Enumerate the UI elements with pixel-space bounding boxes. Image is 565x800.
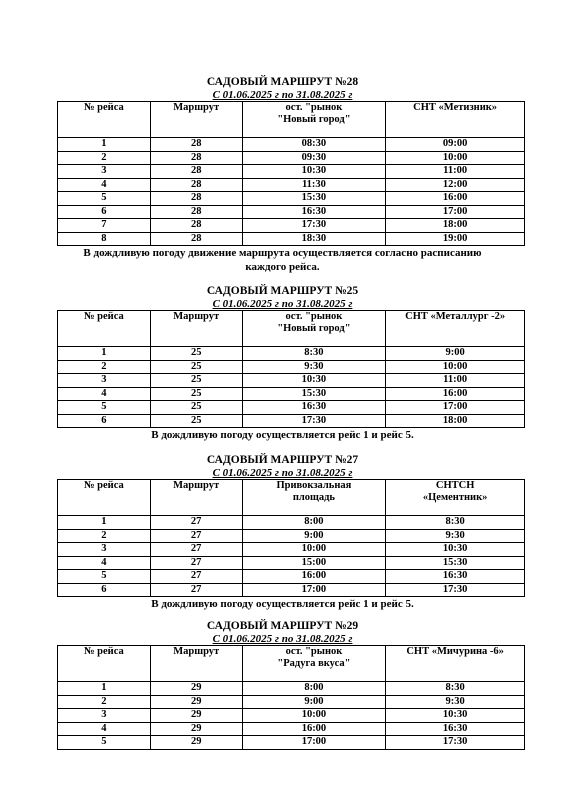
cell-route: 27: [150, 543, 242, 557]
header-line: Привокзальная: [276, 480, 352, 491]
cell-departure-time: 16:00: [242, 570, 386, 584]
header-row: [58, 480, 525, 516]
header-route: Маршрут: [150, 480, 242, 516]
cell-departure-time: 11:30: [242, 178, 386, 192]
cell-route: 28: [150, 165, 242, 179]
table-row: [58, 529, 525, 543]
cell-trip-no: 8: [58, 232, 151, 246]
table-row: [58, 543, 525, 557]
cell-arrival-time: 19:00: [386, 232, 525, 246]
cell-arrival-time: 16:00: [386, 192, 525, 206]
header-trip-no: № рейса: [58, 480, 151, 516]
cell-departure-time: 15:00: [242, 556, 386, 570]
table-row: [58, 682, 525, 696]
table-row: [58, 401, 525, 415]
rain-note: каждого рейса.: [245, 261, 320, 273]
cell-departure-time: 09:30: [242, 151, 386, 165]
header-line: ост. "рынок: [285, 646, 343, 657]
header-line: ост. "рынок: [285, 102, 343, 113]
cell-trip-no: 4: [58, 556, 151, 570]
cell-route: 25: [150, 347, 242, 361]
cell-route: 27: [150, 556, 242, 570]
header-trip-no: № рейса: [58, 646, 151, 682]
header-row: [58, 311, 525, 347]
cell-departure-time: 17:00: [242, 583, 386, 597]
cell-trip-no: 1: [58, 347, 151, 361]
table-row: [58, 219, 525, 233]
header-departure-stop: [242, 480, 386, 516]
section-title: САДОВЫЙ МАРШРУТ №28: [206, 76, 359, 88]
cell-arrival-time: 16:30: [386, 570, 525, 584]
cell-departure-time: 17:00: [242, 736, 386, 750]
cell-departure-time: 17:30: [242, 219, 386, 233]
header-line: "Радуга вкуса": [277, 658, 351, 669]
table-row: [58, 151, 525, 165]
table-row: [58, 414, 525, 428]
header-trip-no: № рейса: [58, 311, 151, 347]
table-row: [58, 205, 525, 219]
cell-departure-time: 15:30: [242, 387, 386, 401]
cell-departure-time: 10:00: [242, 709, 386, 723]
schedule-table: [57, 310, 525, 428]
cell-trip-no: 1: [58, 516, 151, 530]
header-line: СНТ «Метизник»: [413, 102, 498, 113]
cell-trip-no: 2: [58, 151, 151, 165]
header-destination: [386, 646, 525, 682]
cell-arrival-time: 18:00: [386, 414, 525, 428]
cell-route: 27: [150, 583, 242, 597]
section-period: С 01.06.2025 г по 31.08.2025 г: [212, 467, 353, 479]
header-departure-stop: [242, 102, 386, 138]
header-line: площадь: [292, 492, 335, 503]
table-row: [58, 709, 525, 723]
cell-trip-no: 6: [58, 205, 151, 219]
cell-trip-no: 1: [58, 138, 151, 152]
cell-route: 25: [150, 374, 242, 388]
cell-route: 27: [150, 529, 242, 543]
cell-trip-no: 5: [58, 736, 151, 750]
table-row: [58, 556, 525, 570]
cell-route: 25: [150, 401, 242, 415]
cell-route: 29: [150, 695, 242, 709]
header-route: Маршрут: [150, 311, 242, 347]
cell-route: 29: [150, 736, 242, 750]
cell-trip-no: 2: [58, 529, 151, 543]
schedule-section: [0, 620, 565, 750]
cell-departure-time: 9:30: [242, 360, 386, 374]
cell-trip-no: 3: [58, 165, 151, 179]
cell-arrival-time: 17:00: [386, 401, 525, 415]
cell-route: 25: [150, 414, 242, 428]
table-row: [58, 347, 525, 361]
cell-arrival-time: 16:30: [386, 722, 525, 736]
cell-departure-time: 10:30: [242, 165, 386, 179]
cell-arrival-time: 10:30: [386, 709, 525, 723]
schedule-section: [0, 76, 565, 274]
cell-departure-time: 9:00: [242, 695, 386, 709]
header-destination: [386, 480, 525, 516]
section-title: САДОВЫЙ МАРШРУТ №29: [206, 620, 359, 632]
header-destination: [386, 311, 525, 347]
cell-trip-no: 1: [58, 682, 151, 696]
cell-arrival-time: 11:00: [386, 165, 525, 179]
header-destination: [386, 102, 525, 138]
cell-departure-time: 8:30: [242, 347, 386, 361]
header-line: СНТ «Мичурина -6»: [406, 646, 504, 657]
cell-departure-time: 18:30: [242, 232, 386, 246]
table-row: [58, 570, 525, 584]
table-row: [58, 374, 525, 388]
cell-route: 28: [150, 178, 242, 192]
cell-route: 28: [150, 192, 242, 206]
cell-arrival-time: 9:00: [386, 347, 525, 361]
section-period: С 01.06.2025 г по 31.08.2025 г: [212, 298, 353, 310]
cell-departure-time: 8:00: [242, 516, 386, 530]
cell-departure-time: 10:00: [242, 543, 386, 557]
cell-arrival-time: 17:30: [386, 736, 525, 750]
header-row: [58, 102, 525, 138]
table-row: [58, 516, 525, 530]
schedule-section: [0, 454, 565, 611]
cell-departure-time: 16:30: [242, 205, 386, 219]
cell-departure-time: 08:30: [242, 138, 386, 152]
table-row: [58, 695, 525, 709]
header-line: "Новый город": [277, 323, 351, 334]
cell-arrival-time: 10:30: [386, 543, 525, 557]
table-row: [58, 736, 525, 750]
section-period: С 01.06.2025 г по 31.08.2025 г: [212, 89, 353, 101]
cell-arrival-time: 09:00: [386, 138, 525, 152]
header-route: Маршрут: [150, 646, 242, 682]
cell-departure-time: 16:00: [242, 722, 386, 736]
cell-arrival-time: 12:00: [386, 178, 525, 192]
table-row: [58, 192, 525, 206]
header-line: «Цементник»: [422, 492, 488, 503]
table-row: [58, 138, 525, 152]
table-row: [58, 165, 525, 179]
cell-route: 27: [150, 516, 242, 530]
cell-departure-time: 17:30: [242, 414, 386, 428]
cell-route: 29: [150, 722, 242, 736]
section-period: С 01.06.2025 г по 31.08.2025 г: [212, 633, 353, 645]
cell-trip-no: 3: [58, 709, 151, 723]
cell-departure-time: 15:30: [242, 192, 386, 206]
table-row: [58, 178, 525, 192]
header-departure-stop: [242, 646, 386, 682]
cell-arrival-time: 16:00: [386, 387, 525, 401]
cell-arrival-time: 17:30: [386, 583, 525, 597]
cell-arrival-time: 18:00: [386, 219, 525, 233]
header-line: СНТСН: [435, 480, 475, 491]
header-route: Маршрут: [150, 102, 242, 138]
cell-arrival-time: 8:30: [386, 516, 525, 530]
cell-trip-no: 2: [58, 695, 151, 709]
cell-arrival-time: 8:30: [386, 682, 525, 696]
section-title: САДОВЫЙ МАРШРУТ №25: [206, 285, 359, 297]
rain-note: В дождливую погоду движение маршрута осуществляется согласно расписанию: [83, 247, 482, 259]
cell-route: 27: [150, 570, 242, 584]
schedule-table: [57, 645, 525, 750]
schedule-section: [0, 285, 565, 442]
cell-trip-no: 4: [58, 722, 151, 736]
cell-route: 28: [150, 232, 242, 246]
schedule-table: [57, 101, 525, 246]
cell-arrival-time: 17:00: [386, 205, 525, 219]
cell-trip-no: 5: [58, 401, 151, 415]
cell-trip-no: 7: [58, 219, 151, 233]
rain-note: В дождливую погоду осуществляется рейс 1 и рейс 5.: [151, 598, 414, 610]
cell-departure-time: 10:30: [242, 374, 386, 388]
header-line: "Новый город": [277, 114, 351, 125]
cell-trip-no: 6: [58, 583, 151, 597]
cell-route: 25: [150, 360, 242, 374]
cell-route: 28: [150, 151, 242, 165]
cell-arrival-time: 10:00: [386, 151, 525, 165]
cell-route: 29: [150, 682, 242, 696]
table-row: [58, 583, 525, 597]
cell-trip-no: 5: [58, 192, 151, 206]
header-trip-no: № рейса: [58, 102, 151, 138]
header-departure-stop: [242, 311, 386, 347]
cell-trip-no: 4: [58, 387, 151, 401]
cell-departure-time: 16:30: [242, 401, 386, 415]
header-line: СНТ «Металлург -2»: [405, 311, 506, 322]
cell-trip-no: 5: [58, 570, 151, 584]
cell-arrival-time: 9:30: [386, 695, 525, 709]
table-row: [58, 722, 525, 736]
table-row: [58, 232, 525, 246]
table-row: [58, 360, 525, 374]
section-title: САДОВЫЙ МАРШРУТ №27: [206, 454, 359, 466]
cell-trip-no: 3: [58, 543, 151, 557]
cell-arrival-time: 10:00: [386, 360, 525, 374]
schedule-table: [57, 479, 525, 597]
table-row: [58, 387, 525, 401]
cell-arrival-time: 9:30: [386, 529, 525, 543]
cell-trip-no: 2: [58, 360, 151, 374]
cell-trip-no: 6: [58, 414, 151, 428]
cell-route: 25: [150, 387, 242, 401]
cell-departure-time: 9:00: [242, 529, 386, 543]
header-line: ост. "рынок: [285, 311, 343, 322]
cell-route: 28: [150, 205, 242, 219]
cell-route: 29: [150, 709, 242, 723]
cell-route: 28: [150, 138, 242, 152]
header-row: [58, 646, 525, 682]
cell-trip-no: 3: [58, 374, 151, 388]
cell-trip-no: 4: [58, 178, 151, 192]
cell-departure-time: 8:00: [242, 682, 386, 696]
cell-route: 28: [150, 219, 242, 233]
cell-arrival-time: 11:00: [386, 374, 525, 388]
rain-note: В дождливую погоду осуществляется рейс 1 и рейс 5.: [151, 429, 414, 441]
cell-arrival-time: 15:30: [386, 556, 525, 570]
